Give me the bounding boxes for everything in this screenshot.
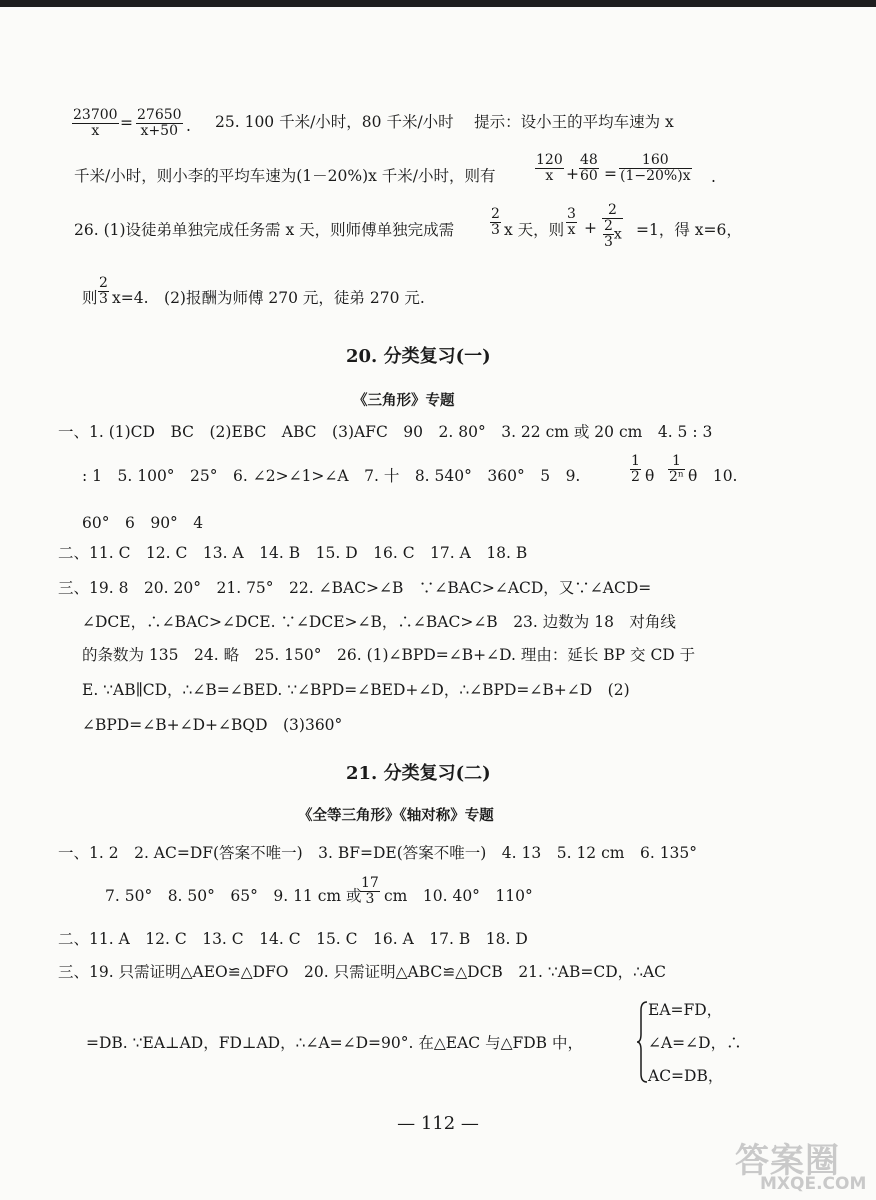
answer-line: 一、1. (1)CD BC (2)EBC ABC (3)AFC 90 2. 80° 3. 22 cm 或 20 cm 4. 5 : 3 — [58, 423, 713, 441]
answer-line: 一、1. 2 2. AC=DF(答案不唯一) 3. BF=DE(答案不唯一) 4. 13 5. 12 cm 6. 135° — [58, 844, 698, 862]
answer-text: cm 10. 40° 110° — [384, 887, 533, 905]
answer-line: 7. 50° 8. 50° 65° 9. 11 cm 或 — [105, 887, 362, 905]
answer-text: 则 — [82, 289, 98, 307]
answer-line: 25. 100 千米/小时，80 千米/小时 提示：设小王的平均车速为 x — [215, 113, 674, 131]
punctuation: . — [186, 117, 191, 135]
answer-line: E. ∵AB∥CD，∴∠B=∠BED. ∵∠BPD=∠BED+∠D，∴∠BPD=∠B+∠D (2) — [82, 681, 630, 699]
fraction: $\frac{3}{x}$ — [567, 206, 576, 238]
section-title: 21. 分类复习(二) — [346, 763, 491, 784]
fraction: $\frac{23700}{x}$ — [73, 107, 118, 139]
answer-text: θ 10. — [688, 467, 738, 485]
fraction: $\frac{17}{3}$ — [361, 875, 379, 907]
fraction: $\frac{1}{2}$ — [631, 453, 640, 485]
answer-line: 千米/小时，则小李的平均车速为(1－20%)x 千米/小时，则有 — [74, 167, 496, 185]
equation-system-line: ∠A=∠D，∴ — [648, 1034, 742, 1052]
left-brace-icon — [636, 1000, 648, 1084]
watermark-logo: 答案圈 — [735, 1141, 840, 1181]
answer-line: 三、19. 只需证明△AEO≌△DFO 20. 只需证明△ABC≌△DCB 21. ∵AB=CD，∴AC — [58, 963, 667, 981]
equation-text: = — [120, 114, 133, 132]
fraction: $\frac{1}{\text{2ⁿ}}$ — [669, 453, 684, 485]
answer-line: ∠BPD=∠B+∠D+∠BQD (3)360° — [82, 716, 343, 734]
equation-system-line: AC=DB， — [648, 1067, 724, 1085]
answer-text: =1，得 x=6， — [636, 221, 742, 239]
answer-text: x 天，则 — [504, 221, 565, 239]
punctuation: . — [711, 168, 716, 186]
complex-fraction: 2 $\frac{2}{3}$ x — [604, 202, 622, 250]
answer-line: x=4. (2)报酬为师傅 270 元，徒弟 270 元. — [112, 289, 425, 307]
fraction: $\frac{2}{3}$ — [491, 206, 500, 238]
fraction: $\frac{27650}{x+50}$ — [137, 107, 182, 139]
section-subtitle: 《全等三角形》《轴对称》专题 — [298, 807, 494, 824]
fraction: $\frac{120}{x}$ — [536, 152, 563, 184]
fraction: $\frac{48}{60}$ — [580, 152, 598, 184]
answer-line: 二、11. A 12. C 13. C 14. C 15. C 16. A 17. B 18. D — [58, 930, 528, 948]
fraction: $\frac{2}{3}$ — [99, 275, 108, 307]
answer-line: 二、11. C 12. C 13. A 14. B 15. D 16. C 17. A 18. B — [58, 544, 528, 562]
operator: + — [566, 165, 579, 183]
page-number: — 112 — — [397, 1113, 479, 1134]
answer-line: 26. (1)设徒弟单独完成任务需 x 天，则师傅单独完成需 — [74, 221, 455, 239]
answer-line: ∠DCE，∴∠BAC>∠DCE. ∵∠DCE>∠B，∴∠BAC>∠B 23. 边数为 18 对角线 — [82, 613, 676, 631]
answer-line: 的条数为 135 24. 略 25. 150° 26. (1)∠BPD=∠B+∠D. 理由：延长 BP 交 CD 于 — [82, 646, 696, 664]
operator: + — [584, 219, 597, 237]
fraction: $\frac{160}{(1-20\%)x}$ — [620, 152, 691, 184]
answer-text: θ — [645, 467, 655, 485]
equation-system-line: EA=FD， — [648, 1001, 723, 1019]
section-subtitle: 《三角形》专题 — [353, 392, 455, 409]
section-title: 20. 分类复习(一) — [346, 346, 491, 367]
answer-line: : 1 5. 100° 25° 6. ∠2>∠1>∠A 7. 十 8. 540° 360° 5 9. — [82, 467, 581, 485]
answer-line: =DB. ∵EA⊥AD，FD⊥AD，∴∠A=∠D=90°. 在△EAC 与△FDB 中， — [86, 1034, 583, 1052]
watermark-url: MXQE.COM — [760, 1174, 867, 1194]
operator: = — [604, 165, 617, 183]
scan-top-edge — [0, 0, 876, 7]
answer-line: 60° 6 90° 4 — [82, 514, 204, 532]
answer-line: 三、19. 8 20. 20° 21. 75° 22. ∠BAC>∠B ∵∠BAC>∠ACD，又∵∠ACD= — [58, 579, 652, 597]
